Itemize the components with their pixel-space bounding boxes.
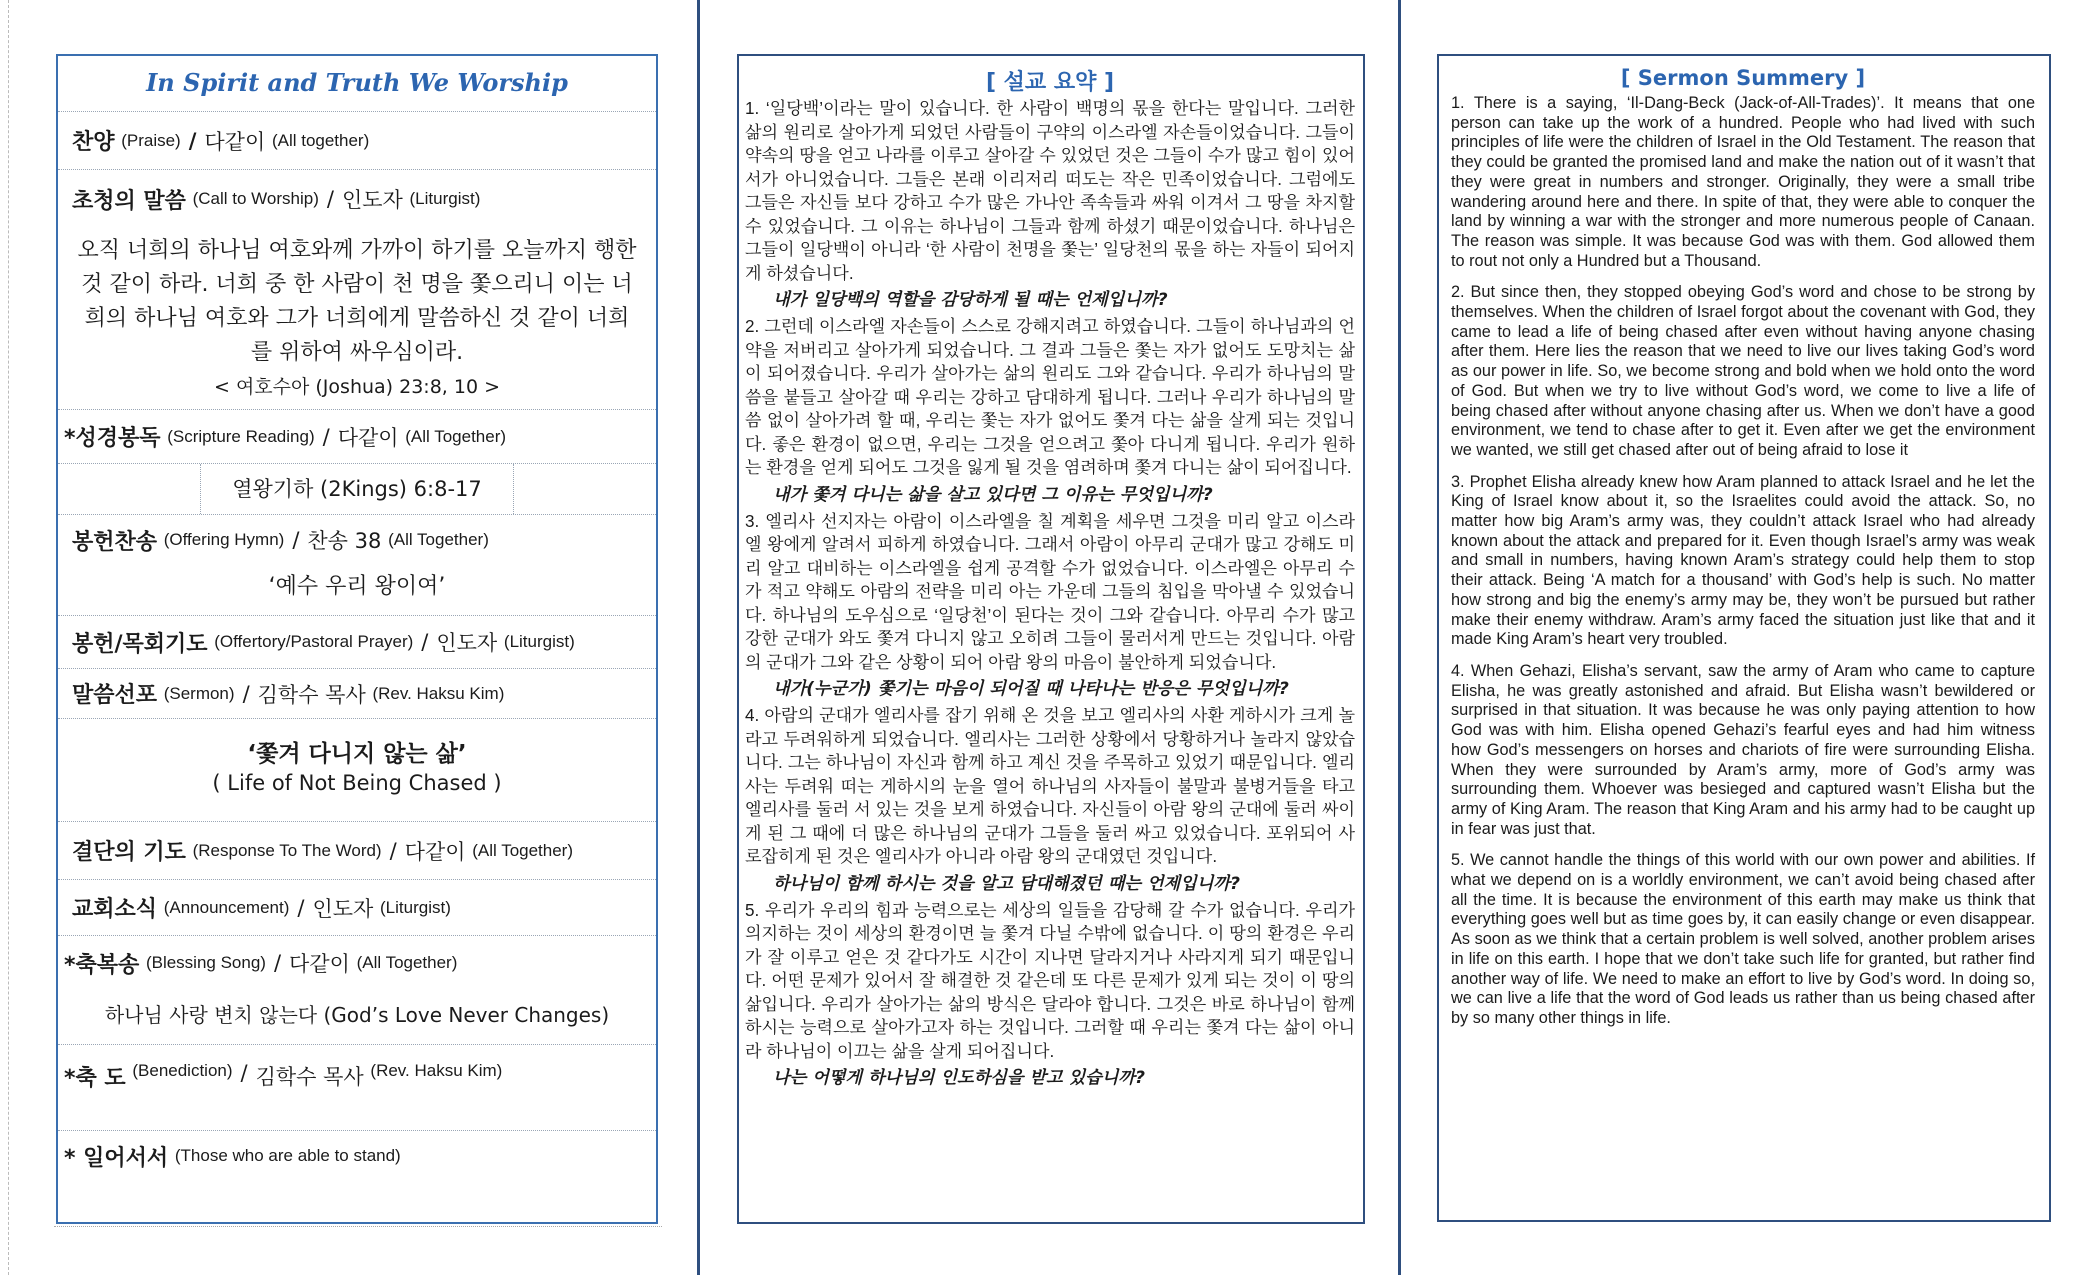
fold-line-left <box>697 0 700 1275</box>
english-summary-panel <box>1437 54 2051 1222</box>
benediction-row: *축 도 (Benediction) / 김학수 목사 (Rev. Haksu Kim) <box>58 1045 656 1131</box>
blessing-row: *축복송 (Blessing Song) / 다같이 (All Together) <box>64 951 458 978</box>
praise-label: 찬양 <box>72 130 115 155</box>
announcement-row: 교회소식 (Announcement) / 인도자 (Liturgist) <box>58 880 656 936</box>
call-to-worship-text: 오직 너희의 하나님 여호와께 가까이 하기를 오늘까지 행한 것 같이 하라. 너희 중 한 사람이 천 명을 쫓으리니 이는 너희의 하나님 여호와 그가 너희에게 말씀하신 것 같이 너희를 위하여 싸우심이라. <box>77 238 637 365</box>
scripture-reference: 열왕기하 (2Kings) 6:8-17 <box>200 464 514 514</box>
praise-row: 찬양 (Praise) / 다같이 (All together) <box>58 112 656 170</box>
offering-row: 봉헌찬송 (Offering Hymn) / 찬송 38 (All Together) <box>72 528 489 555</box>
blessing-song-title: 하나님 사랑 변치 않는다 (God’s Love Never Changes) <box>58 990 656 1045</box>
english-paragraph-1: 1. There is a saying, ‘Il-Dang-Beck (Jack-of-All-Trades)’. It means that one person can take up the work of a hundred. People who had lived with such principles of life were the children of Israel in the Old Testament. The reason that they could be granted the promised land and make the nation out of it wasn’t that they were great in numbers and stronger. Originally, they were a small tribe wandering around here and there. In spite of that, they were able to conquer the land by winning a war with the stronger and more numerous people of Canaan. The reason was simple. It was because God was with them. God allowed them to rout not only a Hundred but a Thousand. <box>1451 94 2035 270</box>
order-of-worship-panel <box>56 54 658 1224</box>
korean-question-1: 내가 일당백의 역할을 감당하게 될 때는 언제입니까? <box>773 290 1168 310</box>
korean-paragraph-4: 4. 아람의 군대가 엘리사를 잡기 위해 온 것을 보고 엘리사의 사환 게하시가 크게 놀라고 두려워하게 되었습니다. 엘리사는 그러한 상황에서 당황하거나 놀라지 않았습니다. 그는 하나님이 자신과 함께 하고 계신 것을 주목하고 있었기 때문입니다. 엘리사는 두려워 떠는 게하시의 눈을 열어 하나님의 사자들이 불말과 불병거들을 타고 엘리사를 둘러 서 있는 것을 보게 하였습니다. 자신들이 아람 왕의 군대에 둘러 싸이게 된 그 때에 더 많은 하나님의 군대가 그들을 둘러 싸고 있었습니다. 포위되어 사로잡히게 된 것은 엘리사가 아니라 아람 왕의 군대였던 것입니다. <box>745 706 1355 866</box>
page-edge-dash <box>8 0 9 1275</box>
panel-bottom-dotted <box>54 1226 662 1227</box>
korean-question-3: 내가(누군가) 쫓기는 마음이 되어질 때 나타나는 반응은 무엇입니까? <box>773 679 1289 699</box>
scripture-row: *성경봉독 (Scripture Reading) / 다같이 (All Together) <box>58 410 656 464</box>
english-summary-title: [ Sermon Summery ] <box>1620 66 1866 90</box>
response-row: 결단의 기도 (Response To The Word) / 다같이 (All Together) <box>58 822 656 880</box>
call-to-worship-reference: < 여호수아 (Joshua) 23:8, 10 > <box>213 376 501 398</box>
sermon-title-english: ( Life of Not Being Chased ) <box>212 771 502 795</box>
english-paragraph-2: 2. But since then, they stopped obeying God’s word and chose to be strong by themselves. When the children of Israel forgot about the covenant with God, they came to lead a life of being chased after even without having anyone chasing after them. Here lies the reason that we need to live our lives taking God’s word as our power in life. So, we become strong and bold when we hold onto the word of God. But when we try to live without God’s word, we come to live a life of being chased after without anyone chasing after us. When we don’t have a good environment, we tend to chase after to get it. Even after we get the environment we wanted, we still get chased after out of being afraid to lose it <box>1451 283 2035 459</box>
scripture-reference-row <box>58 464 656 515</box>
sermon-row: 말씀선포 (Sermon) / 김학수 목사 (Rev. Haksu Kim) <box>58 669 656 719</box>
english-paragraph-4: 4. When Gehazi, Elisha’s servant, saw the army of Aram who came to capture Elisha, he was greatly astonished and afraid. But Elisha wasn’t bewildered or surprised in that situation. It was because he was only paying attention to how God was with him. Elisha opened Gehazi’s fearful eyes and had him witness how God’s messengers on horses and chariots of fire were surrounding Elisha. When they were surrounded by Aram’s army, more of God’s army was surrounding them. Whoever was besieged and captured wasn’t Elisha but the army of King Aram. The reason that King Aram and his army had to be caught up in fear was just that. <box>1451 661 2035 838</box>
korean-paragraph-1: 1. ‘일당백’이라는 말이 있습니다. 한 사람이 백명의 몫을 한다는 말입니다. 그러한 삶의 원리로 살아가게 되었던 사람들이 구약의 이스라엘 자손들이었습니다. 그들이 약속의 땅을 얻고 나라를 이루고 살아갈 수 있었던 것은 그들이 수가 많고 힘이 있어서가 아니었습니다. 그들은 본래 이리저리 떠도는 작은 민족이었습니다. 그럼에도 그들은 자신들 보다 강하고 수가 많은 가나안 족속들과 싸워 이겨서 그 땅을 차지할 수 있었습니다. 그 이유는 하나님이 그들과 함께 하셨기 때문이었습니다. 하나님은 그들이 일당백이 아니라 ‘한 사람이 천명을 쫓는’ 일당천의 몫을 하는 자들이 되어지게 하셨습니다. <box>745 99 1355 283</box>
call-row: 초청의 말씀 (Call to Worship) / 인도자 (Liturgist) <box>72 187 481 214</box>
korean-paragraph-2: 2. 그런데 이스라엘 자손들이 스스로 강해지려고 하였습니다. 그들이 하나님과의 언약을 저버리고 살아가게 되었습니다. 그 결과 그들은 쫓는 자가 없어도 도망치는 삶이 되어졌습니다. 우리가 살아가는 삶의 원리도 그와 같습니다. 우리가 하나님의 말씀을 붙들고 살아갈 때 우리는 강하고 담대하게 됩니다. 그러나 우리가 하나님의 말씀 없이 살아가려 할 때, 우리는 쫓는 자가 없어도 쫓겨 다는 삶을 살게 되는 것입니다. 좋은 환경이 없으면, 우리는 그것을 얻으려고 쫓아 다니게 됩니다. 우리가 원하는 환경을 얻게 되어도 그것을 잃게 될 것을 염려하며 쫓겨 다니는 삶이 되어집니다. <box>745 317 1355 477</box>
worship-title: In Spirit and Truth We Worship <box>58 56 656 112</box>
korean-summary-title: [ 설교 요약 ] <box>985 70 1115 95</box>
sermon-title-korean: ‘쫓겨 다니지 않는 삶’ <box>247 741 467 767</box>
korean-paragraph-3: 3. 엘리사 선지자는 아람이 이스라엘을 칠 계획을 세우면 그것을 미리 알고 이스라엘 왕에게 알려서 피하게 하였습니다. 그래서 아람이 아무리 군대가 많고 강해도 미리 알고 대비하는 이스라엘을 쉽게 공격할 수가 없었습니다. 이스라엘은 아무리 수가 적고 약해도 아람의 전략을 미리 아는 가운데 그들의 침입을 막아낼 수 있었습니다. 하나님의 도우심으로 ‘일당천’이 된다는 것이 그와 같습니다. 아무리 수가 많고 강한 군대가 와도 쫓겨 다니지 않고 오히려 그들이 물러서게 만드는 것입니다. 아람의 군대가 그와 같은 상황이 되어 아람 왕의 마음이 불안하게 되었습니다. <box>745 511 1355 672</box>
korean-summary-panel <box>737 54 1365 1224</box>
english-paragraph-3: 3. Prophet Elisha already knew how Aram planned to attack Israel and he let the King of Israel know about it, so the Israelites could avoid the attack. So, no matter how big Aram’s army was, they couldn’t attack Israel who had already known about the attack and prepared for it. Even though Israel’s army was weak and small in numbers, having known Aram’s strategy could help them to stop their attack. Being ‘A match for a thousand’ with God’s help is such. No matter how strong and big the enemy’s army may be, they won’t be pursued but rather make their enemy withdraw. Aram’s army faced the situation just like that and it made King Aram’s heart very troubled. <box>1451 472 2035 649</box>
prayer-row: 봉헌/목회기도 (Offertory/Pastoral Prayer) / 인도자 (Liturgist) <box>58 616 656 669</box>
english-paragraph-5: 5. We cannot handle the things of this world with our own power and abilities. If what we depend on is a worldly environment, we can’t avoid being chased after all the time. It is because the environment of this earth may make us think that everything goes well but as time goes by, it can easily change or even disappear. As soon as we think that a certain problem is well solved, another problem arises in life on this earth. I hope that we don’t take such life for granted, but rather find another way of life. We need to make an effort to live by God’s word. In doing so, we can live a life that the word of God leads us rather than us being chased after by so many other things in life. <box>1451 851 2035 1027</box>
korean-question-4: 하나님이 함께 하시는 것을 알고 담대해졌던 때는 언제입니까? <box>773 873 1240 894</box>
korean-question-5: 나는 어떻게 하나님의 인도하심을 받고 있습니까? <box>773 1068 1145 1088</box>
korean-paragraph-5: 5. 우리가 우리의 힘과 능력으로는 세상의 일들을 감당해 갈 수가 없습니다. 우리가 의지하는 것이 세상의 환경이면 늘 쫓겨 다닐 수밖에 없습니다. 이 땅의 환경은 우리가 잘 이루고 얻은 것 같다가도 시간이 지나면 달라지거나 사라지게 되기 때문입니다. 어떤 문제가 있어서 잘 해결한 것 같은데 또 다른 문제가 있게 되는 것이 이 땅의 삶입니다. 우리가 살아가는 삶의 방식은 달라야 합니다. 그것은 바로 하나님이 함께 하시는 능력으로 살아가고자 하는 것입니다. 그러할 때 우리는 쫓겨 다는 삶이 아니라 하나님이 이끄는 삶을 살게 되어집니다. <box>745 900 1355 1061</box>
korean-question-2: 내가 쫓겨 다니는 삶을 살고 있다면 그 이유는 무엇입니까? <box>773 484 1213 505</box>
offering-hymn-title: ‘예수 우리 왕이여’ <box>58 565 656 616</box>
fold-line-right <box>1398 0 1401 1275</box>
sermon-title-block <box>58 719 656 822</box>
call-to-worship-section <box>58 170 656 410</box>
stand-note-row: * 일어서서 (Those who are able to stand) <box>64 1145 401 1171</box>
